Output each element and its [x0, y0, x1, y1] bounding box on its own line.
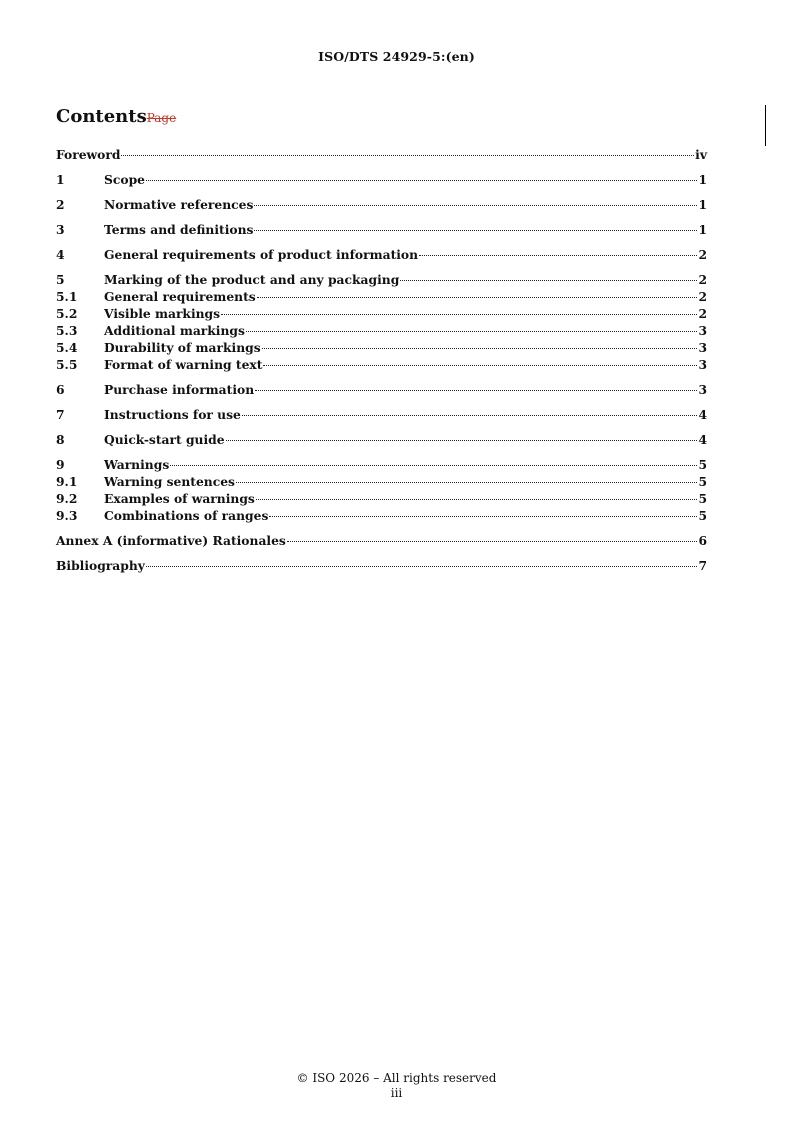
- toc-entry-page: 3: [698, 323, 707, 338]
- toc-entry-page: 3: [698, 357, 707, 372]
- toc-entry[interactable]: [56, 382, 707, 399]
- toc-entry[interactable]: [56, 323, 707, 340]
- toc-entry[interactable]: [56, 340, 707, 357]
- toc-entry[interactable]: [56, 558, 707, 575]
- toc-entry-title: Quick-start guide: [104, 432, 225, 447]
- toc-entry-title: Warning sentences: [104, 474, 235, 489]
- toc-dot-leader: [257, 297, 698, 298]
- toc-entry-title: General requirements of product information: [104, 247, 419, 262]
- toc-dot-leader: [146, 566, 698, 567]
- toc-dot-leader: [146, 180, 697, 181]
- toc-entry-title: Bibliography: [56, 558, 145, 573]
- toc-entry[interactable]: [56, 272, 707, 289]
- toc-entry-title: Normative references: [104, 197, 254, 212]
- toc-entry-number: 5.5: [56, 357, 78, 372]
- toc-entry[interactable]: [56, 491, 707, 508]
- toc-entry-title: Instructions for use: [104, 407, 241, 422]
- toc-entry-number: 9.1: [56, 474, 78, 489]
- toc-entry-page: 1: [698, 172, 707, 187]
- toc-entry-page: 2: [698, 306, 707, 321]
- copyright-notice: © ISO 2026 – All rights reserved: [296, 1071, 497, 1085]
- toc-entry-number: 1: [56, 172, 65, 187]
- toc-entry-page: 7: [698, 558, 707, 573]
- toc-entry[interactable]: [56, 289, 707, 306]
- toc-entry-number: 3: [56, 222, 65, 237]
- toc-entry-title: Examples of warnings: [104, 491, 255, 506]
- toc-entry-title: Additional markings: [104, 323, 245, 338]
- toc-dot-leader: [400, 280, 697, 281]
- toc-entry-page: 3: [698, 340, 707, 355]
- toc-entry-number: 9.3: [56, 508, 78, 523]
- toc-dot-leader: [121, 155, 694, 156]
- toc-entry-number: 9: [56, 457, 65, 472]
- toc-dot-leader: [242, 415, 698, 416]
- document-header: ISO/DTS 24929-5:(en): [318, 49, 475, 64]
- toc-entry-number: 8: [56, 432, 65, 447]
- toc-dot-leader: [269, 516, 697, 517]
- toc-entry-page: 3: [698, 382, 707, 397]
- toc-entry-page: 4: [698, 407, 707, 422]
- toc-entry[interactable]: [56, 306, 707, 323]
- toc-entry-title: Format of warning text: [104, 357, 263, 372]
- toc-entry-page: iv: [695, 147, 707, 162]
- deleted-page-label: Page: [146, 111, 177, 125]
- toc-entry[interactable]: [56, 474, 707, 491]
- toc-dot-leader: [419, 255, 697, 256]
- toc-entry-page: 1: [698, 197, 707, 212]
- toc-entry-title: Visible markings: [104, 306, 221, 321]
- toc-entry-page: 1: [698, 222, 707, 237]
- toc-entry[interactable]: [56, 147, 707, 164]
- toc-entry-title: Annex A (informative) Rationales: [56, 533, 286, 548]
- toc-entry-page: 5: [698, 508, 707, 523]
- toc-entry-number: 4: [56, 247, 65, 262]
- toc-entry[interactable]: [56, 432, 707, 449]
- toc-entry[interactable]: [56, 197, 707, 214]
- toc-dot-leader: [226, 440, 698, 441]
- toc-entry-title: Foreword: [56, 147, 121, 162]
- toc-entry-title: Scope: [104, 172, 145, 187]
- change-bar: [765, 105, 766, 146]
- toc-entry-number: 5: [56, 272, 65, 287]
- toc-entry-page: 5: [698, 491, 707, 506]
- toc-dot-leader: [287, 541, 698, 542]
- toc-entry-title: Marking of the product and any packaging: [104, 272, 400, 287]
- toc-entry-title: Warnings: [104, 457, 170, 472]
- toc-entry-page: 4: [698, 432, 707, 447]
- contents-heading: [56, 106, 176, 127]
- toc-dot-leader: [262, 348, 698, 349]
- toc-entry[interactable]: [56, 357, 707, 374]
- toc-entry-title: Terms and definitions: [104, 222, 254, 237]
- toc-entry-page: 2: [698, 247, 707, 262]
- toc-dot-leader: [170, 465, 697, 466]
- toc-entry[interactable]: [56, 508, 707, 525]
- contents-title: Contents: [56, 106, 147, 127]
- toc-dot-leader: [236, 482, 697, 483]
- toc-entry-title: Durability of markings: [104, 340, 261, 355]
- table-of-contents: [56, 147, 707, 575]
- toc-dot-leader: [256, 499, 698, 500]
- toc-entry-number: 6: [56, 382, 65, 397]
- toc-dot-leader: [221, 314, 697, 315]
- toc-entry-page: 2: [698, 289, 707, 304]
- toc-entry-page: 5: [698, 457, 707, 472]
- toc-entry[interactable]: [56, 407, 707, 424]
- toc-entry-title: Purchase information: [104, 382, 255, 397]
- toc-entry[interactable]: [56, 457, 707, 474]
- toc-dot-leader: [263, 365, 697, 366]
- toc-entry-number: 5.2: [56, 306, 78, 321]
- page-footer: [0, 1071, 793, 1101]
- toc-entry-number: 5.1: [56, 289, 78, 304]
- toc-entry[interactable]: [56, 222, 707, 239]
- toc-entry[interactable]: [56, 172, 707, 189]
- toc-entry-number: 5.3: [56, 323, 78, 338]
- toc-entry-title: Combinations of ranges: [104, 508, 269, 523]
- toc-entry-number: 2: [56, 197, 65, 212]
- toc-entry-number: 5.4: [56, 340, 78, 355]
- toc-entry[interactable]: [56, 247, 707, 264]
- toc-entry-title: General requirements: [104, 289, 256, 304]
- toc-entry-page: 5: [698, 474, 707, 489]
- toc-entry-page: 2: [698, 272, 707, 287]
- page-number: iii: [390, 1086, 403, 1100]
- toc-entry-number: 9.2: [56, 491, 78, 506]
- toc-dot-leader: [254, 230, 697, 231]
- toc-entry-number: 7: [56, 407, 65, 422]
- toc-entry-page: 6: [698, 533, 707, 548]
- toc-entry[interactable]: [56, 533, 707, 550]
- toc-dot-leader: [254, 205, 697, 206]
- toc-dot-leader: [255, 390, 697, 391]
- toc-dot-leader: [246, 331, 698, 332]
